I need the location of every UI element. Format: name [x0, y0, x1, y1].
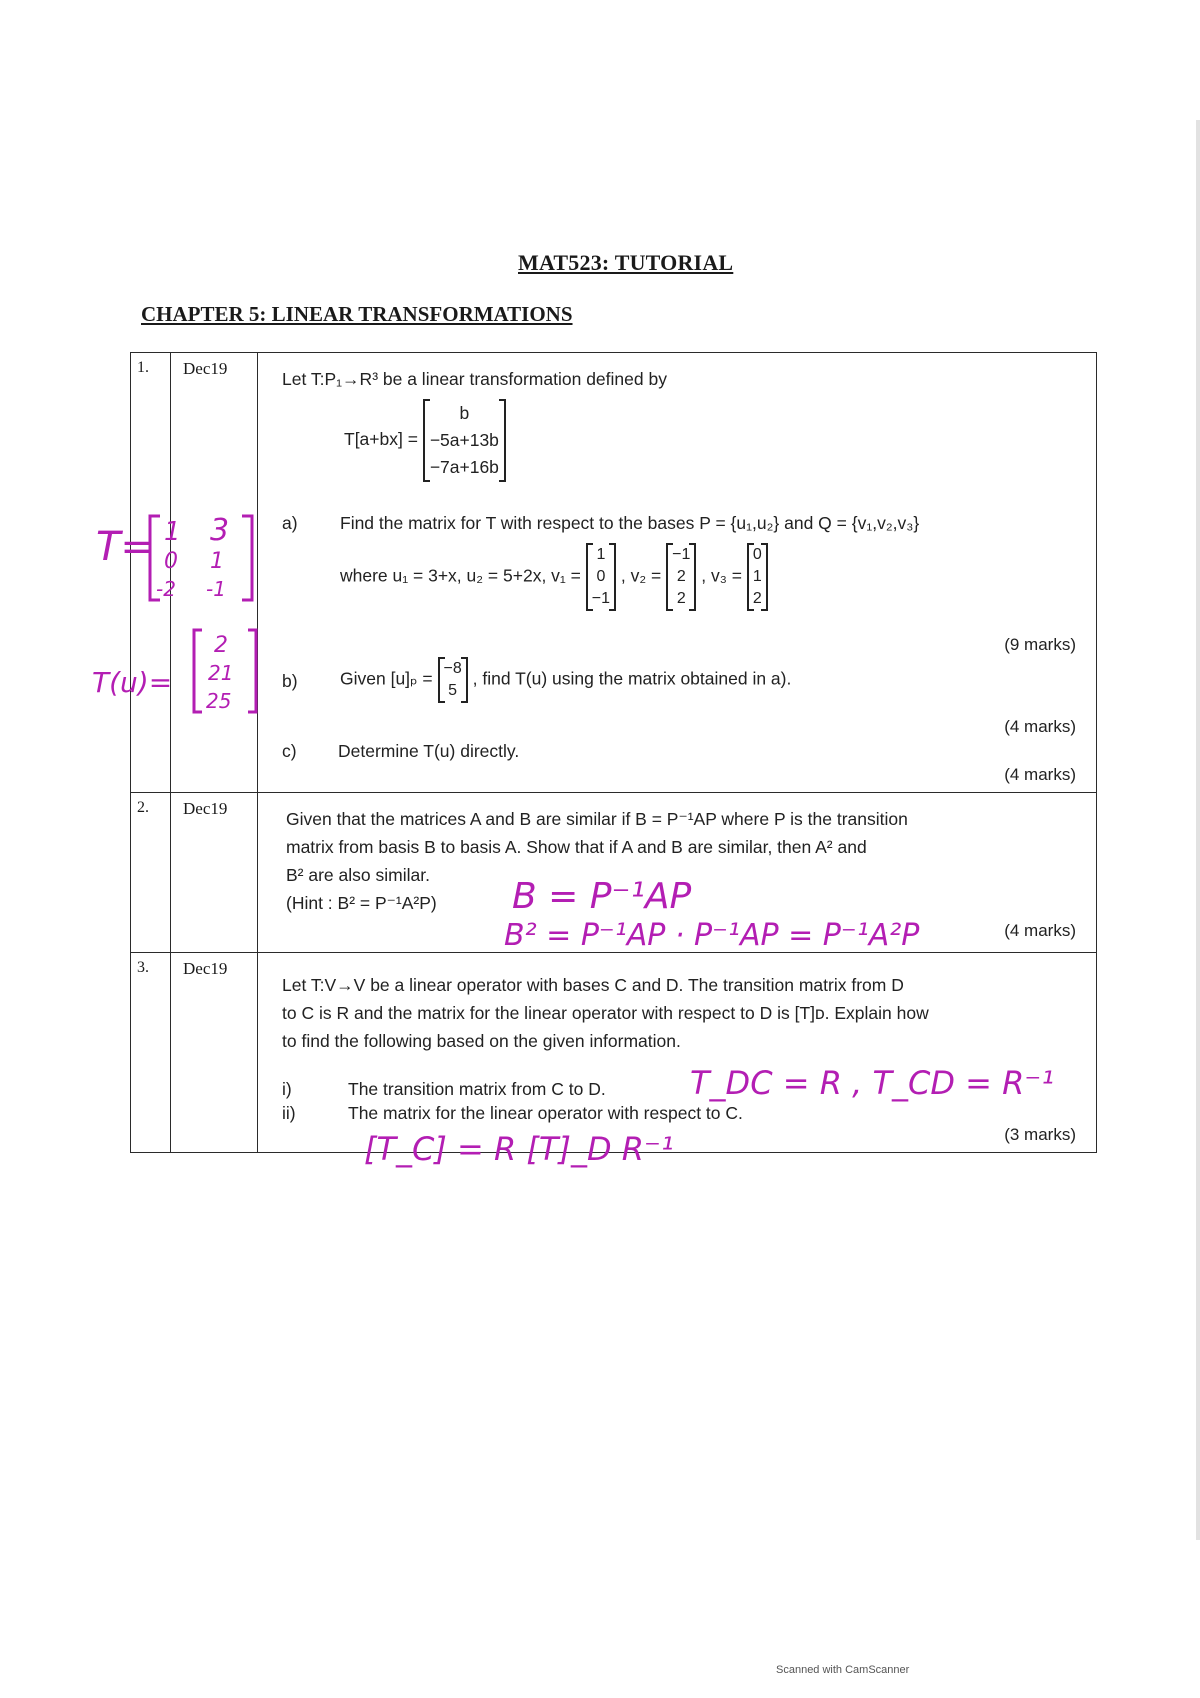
- question-source: Dec19: [171, 953, 258, 1153]
- part-b-marks: (4 marks): [1004, 717, 1076, 736]
- handwritten-q2-line-2: B² = P⁻¹AP · P⁻¹AP = P⁻¹A²P: [504, 918, 920, 953]
- part-i-label: i): [282, 1079, 292, 1099]
- handwritten-q2-line-1: B = P⁻¹AP: [512, 876, 692, 917]
- v2-label: , v₂ =: [620, 565, 662, 586]
- part-a-label: a): [282, 513, 298, 533]
- question-row-1: [131, 353, 1097, 793]
- handwritten-tu-label: T(u)=: [92, 666, 173, 699]
- chapter-heading: CHAPTER 5: LINEAR TRANSFORMATIONS: [141, 302, 573, 326]
- bases-text: where u₁ = 3+x, u₂ = 5+2x, v₁ =: [340, 565, 581, 586]
- svg-text:-2: -2: [156, 577, 176, 601]
- vector-entry: 2: [676, 590, 686, 607]
- bracket-icon: [146, 512, 256, 604]
- q2-line-3: B² are also similar.: [286, 865, 430, 885]
- question-number: 3.: [131, 953, 171, 1153]
- question-number: 1.: [131, 353, 171, 793]
- matrix-entry: −7a+16b: [429, 457, 499, 477]
- document-title: MAT523: TUTORIAL: [518, 250, 734, 275]
- question-row-3: [131, 953, 1097, 1153]
- q3-line-3: to find the following based on the given information.: [282, 1031, 681, 1051]
- vector-v2: [666, 543, 696, 611]
- part-a-text: Find the matrix for T with respect to the bases P = {u₁,u₂} and Q = {v₁,v₂,v₃}: [340, 513, 920, 533]
- coordinate-vector: [438, 657, 468, 703]
- vector-entry: −1: [591, 590, 611, 607]
- q2-hint: (Hint : B² = P⁻¹A²P): [286, 893, 437, 913]
- svg-text:1: 1: [210, 549, 224, 574]
- vector-entry: 2: [676, 568, 686, 585]
- q3-line-2: to C is R and the matrix for the linear operator with respect to D is [T]ᴅ. Explain how: [282, 1003, 929, 1023]
- q2-marks: (4 marks): [1004, 921, 1076, 940]
- matrix-entry: b: [459, 403, 470, 423]
- given-text: Given [u]ₚ =: [340, 668, 433, 689]
- q2-line-1: Given that the matrices A and B are similar if B = P⁻¹AP where P is the transition: [286, 809, 908, 829]
- handwritten-tu-vector: [190, 626, 260, 720]
- part-b-instruction: , find T(u) using the matrix obtained in a).: [472, 668, 792, 689]
- part-b-label: b): [282, 671, 298, 691]
- definition-lhs: T[a+bx] =: [344, 429, 418, 450]
- vector-entry: 2: [752, 590, 762, 607]
- vector-entry: 1: [596, 546, 606, 563]
- vector-entry: −8: [443, 660, 462, 677]
- q3-line-1: Let T:V→V be a linear operator with bases C and D. The transition matrix from D: [282, 975, 904, 995]
- svg-text:21: 21: [208, 661, 234, 685]
- q1-intro: Let T:P₁→R³ be a linear transformation defined by: [282, 369, 667, 389]
- svg-text:1: 1: [164, 517, 181, 547]
- part-b-text: [340, 657, 791, 703]
- part-c-text: Determine T(u) directly.: [338, 741, 520, 761]
- part-c-marks: (4 marks): [1004, 765, 1076, 784]
- q3-marks: (3 marks): [1004, 1125, 1076, 1144]
- vector-entry: 0: [752, 546, 762, 563]
- question-number: 2.: [131, 793, 171, 953]
- scan-edge-shadow: [1196, 120, 1200, 1540]
- part-a-bases: [340, 543, 768, 611]
- vector-entry: −1: [672, 546, 691, 563]
- svg-text:3: 3: [210, 513, 230, 548]
- question-body: [258, 353, 1097, 793]
- q2-line-2: matrix from basis B to basis A. Show that if A and B are similar, then A² and: [286, 837, 867, 857]
- handwritten-t-label: T=: [96, 524, 154, 570]
- vector-v3: [747, 543, 768, 611]
- svg-text:25: 25: [206, 689, 232, 713]
- definition-matrix: [423, 399, 506, 482]
- questions-table: [130, 352, 1097, 1153]
- svg-text:2: 2: [214, 633, 228, 658]
- part-c-label: c): [282, 741, 297, 761]
- handwritten-q3-line-2: [T_C] = R [T]_D R⁻¹: [364, 1130, 674, 1168]
- vector-entry: 1: [752, 568, 762, 585]
- handwritten-q3-line-1: T_DC = R , T_CD = R⁻¹: [690, 1064, 1055, 1102]
- bracket-icon: [190, 626, 260, 716]
- matrix-entry: −5a+13b: [429, 430, 499, 450]
- question-body: [258, 953, 1097, 1153]
- part-i-text: The transition matrix from C to D.: [348, 1079, 606, 1099]
- svg-text:0: 0: [164, 549, 178, 574]
- handwritten-t-matrix: [146, 512, 256, 608]
- q1-definition: [344, 399, 506, 482]
- part-a-marks: (9 marks): [1004, 635, 1076, 654]
- scanner-watermark: Scanned with CamScanner: [776, 1664, 910, 1676]
- part-ii-text: The matrix for the linear operator with respect to C.: [348, 1103, 743, 1123]
- question-source: Dec19: [171, 353, 258, 793]
- svg-text:-1: -1: [206, 577, 226, 601]
- v3-label: , v₃ =: [701, 565, 742, 586]
- vector-v1: [586, 543, 616, 611]
- vector-entry: 5: [448, 682, 458, 699]
- part-ii-label: ii): [282, 1103, 296, 1123]
- vector-entry: 0: [596, 568, 606, 585]
- question-source: Dec19: [171, 793, 258, 953]
